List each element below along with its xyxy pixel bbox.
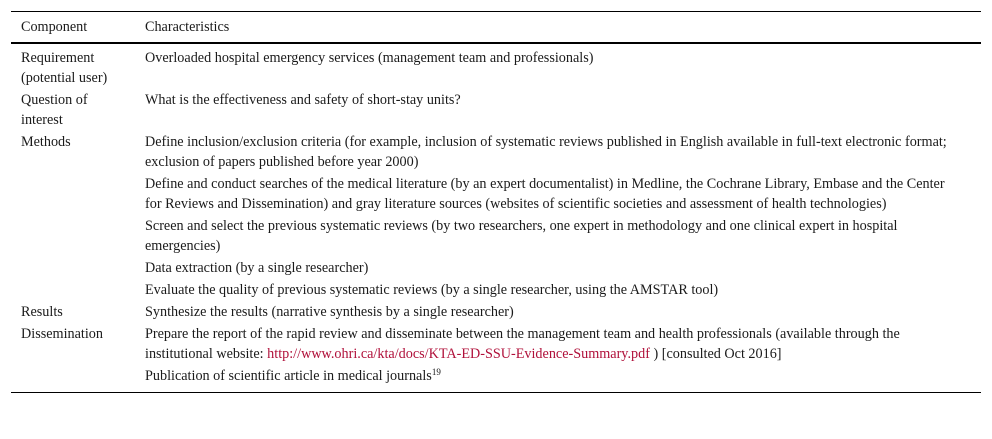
methods-item: Evaluate the quality of previous systematic reviews (by a single researcher, using the AMSTAR tool) — [145, 282, 719, 298]
component-cell: Requirement (potential user) — [21, 50, 108, 86]
table-row-methods — [11, 132, 981, 300]
methods-list — [145, 132, 981, 300]
table-header-row — [11, 12, 981, 44]
evidence-summary-link[interactable]: http://www.ohri.ca/kta/docs/KTA-ED-SSU-Evidence-Summary.pdf — [267, 346, 650, 362]
component-cell: Results — [21, 304, 63, 320]
header-component: Component — [21, 19, 88, 35]
dissemination-report — [145, 324, 961, 364]
characteristics-cell: Overloaded hospital emergency services (management team and professionals) — [145, 50, 594, 66]
component-cell: Question of interest — [21, 92, 88, 128]
characteristics-cell: What is the effectiveness and safety of short-stay units? — [145, 92, 461, 108]
component-cell: Dissemination — [21, 326, 103, 342]
methods-item: Define inclusion/exclusion criteria (for example, inclusion of systematic reviews published in English available in full-text electronic format; exclusion of papers published before year 2000) — [145, 134, 947, 170]
table-row-question — [11, 90, 981, 130]
methods-item: Data extraction (by a single researcher) — [145, 260, 369, 276]
table-body — [11, 44, 981, 392]
table-row-results — [11, 302, 981, 322]
evidence-table — [11, 11, 981, 393]
table-row-dissemination — [11, 324, 981, 386]
consulted-text: ) [consulted Oct 2016] — [649, 346, 782, 362]
table-row-requirement — [11, 46, 981, 88]
publication-text: Publication of scientific article in medical journals — [145, 368, 432, 384]
methods-item: Screen and select the previous systematic reviews (by two researchers, one expert in methodology and one clinical expert in hospital emergencies) — [145, 218, 898, 254]
methods-item: Define and conduct searches of the medical literature (by an expert documentalist) in Medline, the Cochrane Library, Embase and the Center for Reviews and Dissemination) and gray literature sources (websites of scientific societies and assessment of health technologies) — [145, 176, 945, 212]
dissemination-cell — [145, 324, 981, 386]
characteristics-cell: Synthesize the results (narrative synthesis by a single researcher) — [145, 304, 514, 320]
header-characteristics: Characteristics — [145, 19, 230, 35]
report-text: Prepare the report of the rapid review and disseminate between the management team and health professionals (available through the institutional website: — [145, 326, 900, 362]
component-cell: Methods — [21, 134, 71, 150]
reference-superscript[interactable]: 19 — [431, 367, 441, 377]
dissemination-publication — [145, 366, 961, 386]
